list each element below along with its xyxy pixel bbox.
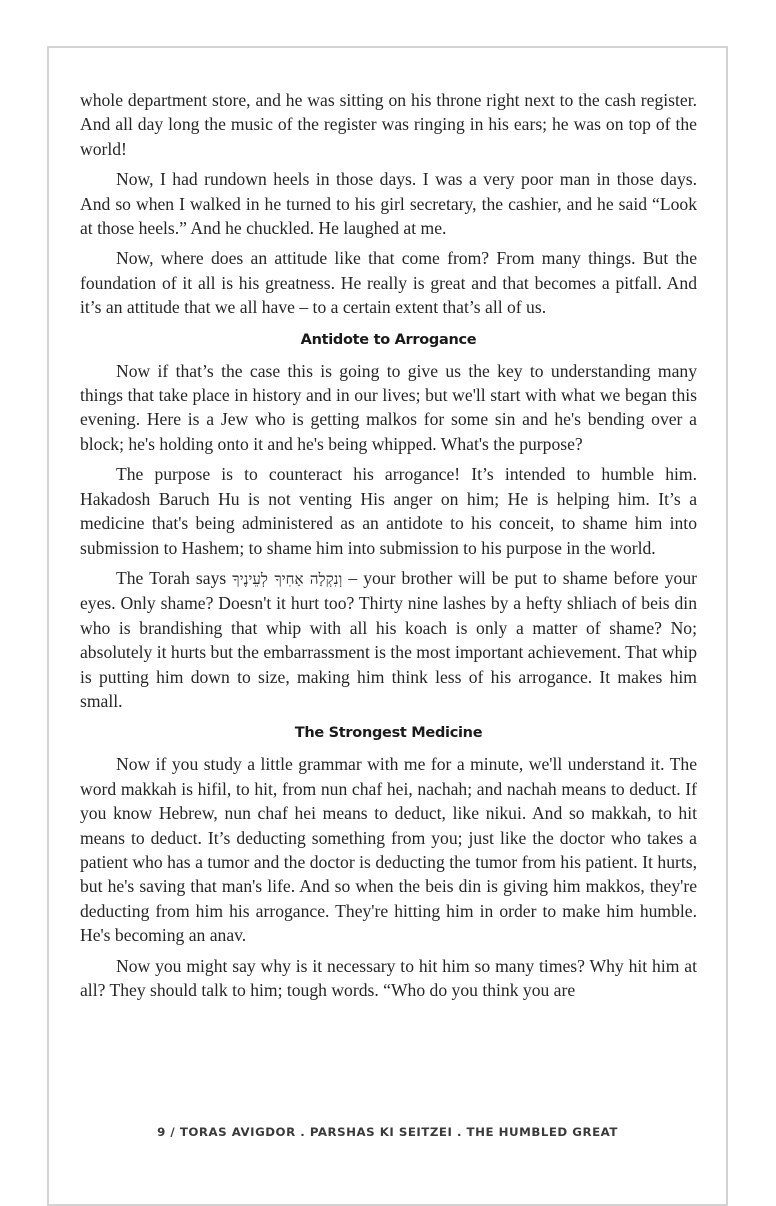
paragraph: Now if that’s the case this is going to give us the key to understanding many things that take place in history and in our lives; but we'll start with what we began this evening. Here is a Jew who is getting malkos for some sin and he's bending over a block; he's holding onto it and he's being whipped. What's the purpose? [80,360,697,454]
hebrew-quote: וְנִקְלָה אָחִיךָ לְעֵינֶיךָ [232,569,343,588]
paragraph: The purpose is to counteract his arrogance! It’s intended to humble him. Hakadosh Baruch Hu is not venting His anger on him; He is helping him. It’s a medicine that's being administered as an antidote to his conceit, to shame him into submission to Hashem; to shame him into submission to his purpose in the world. [80,464,697,558]
paragraph: Now you might say why is it necessary to hit him so many times? Why hit him at all? They should talk to him; tough words. “Who do you think you are [80,955,697,1000]
paragraph-text: The Torah says [116,567,233,588]
page-footer: 9 / TORAS AVIGDOR . PARSHAS KI SEITZEI . THE HUMBLED GREAT [157,1125,618,1139]
article-body [80,88,697,1008]
paragraph: Now, where does an attitude like that come from? From many things. But the foundation of it all is his greatness. He really is great and that becomes a pitfall. And it’s an attitude that we all have – to a certain extent that’s all of us. [80,248,697,318]
paragraph: whole department store, and he was sitting on his throne right next to the cash register. And all day long the music of the register was ringing in his ears; he was on top of the world! [80,90,697,159]
paragraph-text: – your brother will be put to shame before your eyes. Only shame? Doesn't it hurt too? Thirty nine lashes by a hefty shliach of beis din who is brandishing that whip with all his koach is only a matter of shame? No; absolutely it hurts but the embarrassment is the most important achievement. That whip is putting him down to size, making him think less of his arrogance. It makes him small. [80,567,697,711]
paragraph: Now, I had rundown heels in those days. I was a very poor man in those days. And so when I walked in he turned to his girl secretary, the cashier, and he said “Look at those heels.” And he chuckled. He laughed at me. [80,169,697,239]
paragraph: Now if you study a little grammar with me for a minute, we'll understand it. The word makkah is hifil, to hit, from nun chaf hei, nachah; and nachah means to deduct. If you know Hebrew, nun chaf hei means to deduct, like nikui. And so makkah, to hit means to deduct. It’s deducting something from you; just like the doctor who takes a patient who has a tumor and the doctor is deducting the tumor from his patient. It hurts, but he's saving that man's life. And so when the beis din is giving him makkos, they're deducting from him his arrogance. They're hitting him in order to make him humble. He's becoming an anav. [80,754,697,946]
section-heading-strongest-medicine: The Strongest Medicine [294,725,483,742]
section-heading-antidote: Antidote to Arrogance [300,331,477,348]
paragraph-with-hebrew-quote [80,566,697,713]
